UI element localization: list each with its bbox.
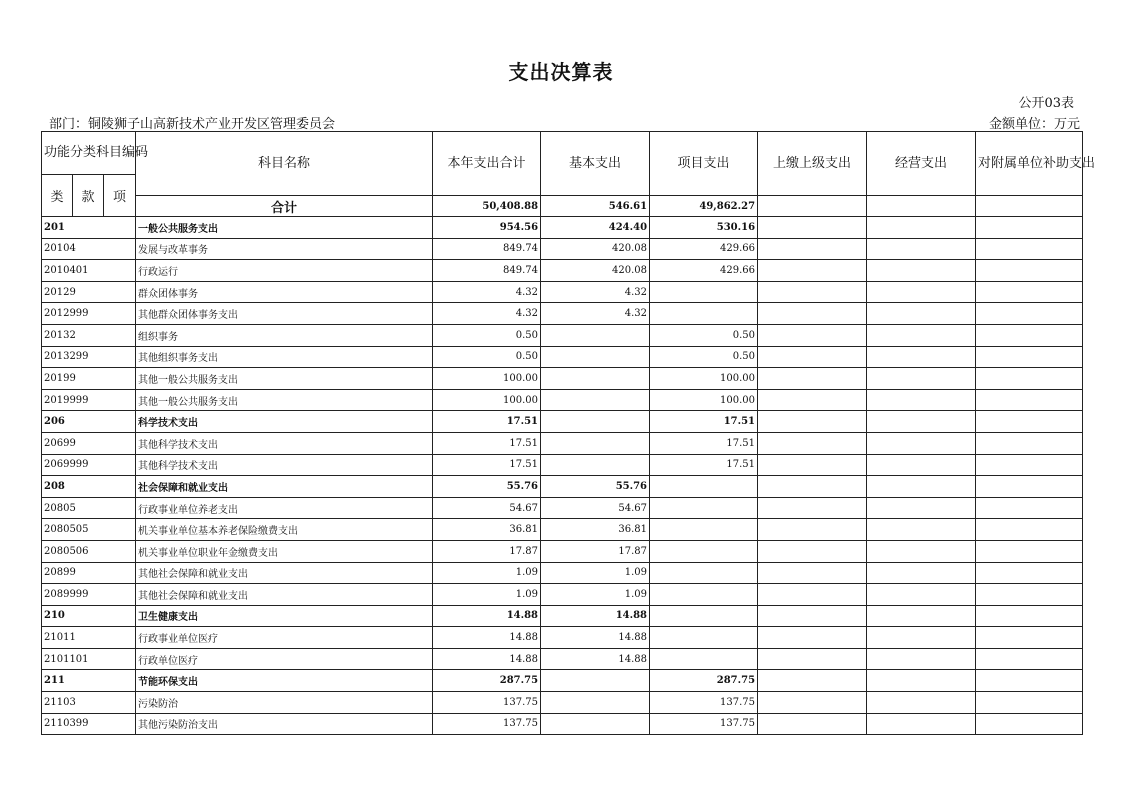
row-code: 2013299 xyxy=(42,346,136,368)
row-name: 行政事业单位养老支出 xyxy=(136,497,433,519)
row-business xyxy=(867,281,976,303)
table-row xyxy=(42,562,1083,584)
header-kuan: 款 xyxy=(73,175,104,217)
row-name: 污染防治 xyxy=(136,692,433,714)
row-project: 17.51 xyxy=(650,411,758,433)
row-business xyxy=(867,260,976,282)
row-business xyxy=(867,238,976,260)
row-superior xyxy=(758,324,867,346)
row-subsidy xyxy=(976,692,1083,714)
header-business: 经营支出 xyxy=(867,132,976,196)
row-basic: 1.09 xyxy=(541,584,650,606)
row-basic: 4.32 xyxy=(541,281,650,303)
row-superior xyxy=(758,562,867,584)
row-name: 群众团体事务 xyxy=(136,281,433,303)
row-name: 其他污染防治支出 xyxy=(136,713,433,735)
row-superior xyxy=(758,497,867,519)
row-subsidy xyxy=(976,411,1083,433)
row-basic: 420.08 xyxy=(541,260,650,282)
row-business xyxy=(867,454,976,476)
table-body xyxy=(42,217,1083,735)
row-code: 20129 xyxy=(42,281,136,303)
row-code: 210 xyxy=(42,605,136,627)
table-row xyxy=(42,260,1083,282)
row-business xyxy=(867,324,976,346)
row-superior xyxy=(758,260,867,282)
row-code: 2080506 xyxy=(42,540,136,562)
row-basic xyxy=(541,346,650,368)
row-name: 其他一般公共服务支出 xyxy=(136,389,433,411)
row-total: 954.56 xyxy=(433,217,541,239)
row-subsidy xyxy=(976,476,1083,498)
row-name: 机关事业单位基本养老保险缴费支出 xyxy=(136,519,433,541)
table-row xyxy=(42,605,1083,627)
row-superior xyxy=(758,648,867,670)
table-row xyxy=(42,627,1083,649)
table-row xyxy=(42,519,1083,541)
row-project xyxy=(650,519,758,541)
table-row xyxy=(42,670,1083,692)
row-subsidy xyxy=(976,562,1083,584)
row-name: 科学技术支出 xyxy=(136,411,433,433)
row-basic xyxy=(541,368,650,390)
row-project: 100.00 xyxy=(650,389,758,411)
row-name: 其他群众团体事务支出 xyxy=(136,303,433,325)
row-basic: 36.81 xyxy=(541,519,650,541)
row-basic xyxy=(541,324,650,346)
row-superior xyxy=(758,454,867,476)
expenditure-table xyxy=(41,131,1096,735)
row-business xyxy=(867,346,976,368)
table-row xyxy=(42,238,1083,260)
row-basic xyxy=(541,454,650,476)
row-business xyxy=(867,562,976,584)
page-title: 支出决算表 xyxy=(508,60,614,84)
row-project xyxy=(650,562,758,584)
row-code: 21103 xyxy=(42,692,136,714)
row-total: 17.87 xyxy=(433,540,541,562)
sum-superior xyxy=(758,196,867,217)
row-total: 1.09 xyxy=(433,562,541,584)
row-basic xyxy=(541,670,650,692)
row-subsidy xyxy=(976,368,1083,390)
row-code: 206 xyxy=(42,411,136,433)
row-subsidy xyxy=(976,584,1083,606)
row-project: 287.75 xyxy=(650,670,758,692)
row-business xyxy=(867,540,976,562)
row-name: 机关事业单位职业年金缴费支出 xyxy=(136,540,433,562)
table-row xyxy=(42,692,1083,714)
row-total: 100.00 xyxy=(433,389,541,411)
row-superior xyxy=(758,584,867,606)
header-subsidy: 对附属单位补助支出 xyxy=(976,132,1083,196)
row-subsidy xyxy=(976,303,1083,325)
row-subsidy xyxy=(976,217,1083,239)
row-name: 其他社会保障和就业支出 xyxy=(136,584,433,606)
row-business xyxy=(867,692,976,714)
row-total: 1.09 xyxy=(433,584,541,606)
row-project: 17.51 xyxy=(650,432,758,454)
sum-subsidy xyxy=(976,196,1083,217)
row-project: 429.66 xyxy=(650,260,758,282)
row-project: 429.66 xyxy=(650,238,758,260)
row-basic: 424.40 xyxy=(541,217,650,239)
row-subsidy xyxy=(976,670,1083,692)
row-business xyxy=(867,627,976,649)
row-basic xyxy=(541,411,650,433)
row-superior xyxy=(758,670,867,692)
row-superior xyxy=(758,217,867,239)
row-project: 0.50 xyxy=(650,324,758,346)
row-name: 发展与改革事务 xyxy=(136,238,433,260)
row-project: 137.75 xyxy=(650,692,758,714)
row-total: 14.88 xyxy=(433,648,541,670)
table-row xyxy=(42,389,1083,411)
row-business xyxy=(867,670,976,692)
table-row xyxy=(42,648,1083,670)
row-basic: 55.76 xyxy=(541,476,650,498)
header-xiang: 项 xyxy=(104,175,136,217)
row-subsidy xyxy=(976,260,1083,282)
row-name: 节能环保支出 xyxy=(136,670,433,692)
row-code: 2101101 xyxy=(42,648,136,670)
row-name: 其他社会保障和就业支出 xyxy=(136,562,433,584)
row-superior xyxy=(758,432,867,454)
row-total: 849.74 xyxy=(433,238,541,260)
row-superior xyxy=(758,238,867,260)
row-name: 一般公共服务支出 xyxy=(136,217,433,239)
row-superior xyxy=(758,281,867,303)
row-total: 17.51 xyxy=(433,432,541,454)
row-basic: 1.09 xyxy=(541,562,650,584)
unit-label: 金额单位：万元 xyxy=(988,117,1080,132)
table-row xyxy=(42,497,1083,519)
row-business xyxy=(867,476,976,498)
row-project: 100.00 xyxy=(650,368,758,390)
form-number: 公开03表 xyxy=(1018,96,1074,111)
row-code: 20199 xyxy=(42,368,136,390)
row-superior xyxy=(758,540,867,562)
row-total: 17.51 xyxy=(433,454,541,476)
row-business xyxy=(867,368,976,390)
row-business xyxy=(867,497,976,519)
row-subsidy xyxy=(976,713,1083,735)
table-row xyxy=(42,432,1083,454)
row-project: 17.51 xyxy=(650,454,758,476)
row-code: 2110399 xyxy=(42,713,136,735)
row-business xyxy=(867,411,976,433)
header-total: 本年支出合计 xyxy=(433,132,541,196)
row-project xyxy=(650,627,758,649)
row-total: 14.88 xyxy=(433,605,541,627)
row-project: 0.50 xyxy=(650,346,758,368)
row-name: 卫生健康支出 xyxy=(136,605,433,627)
row-total: 287.75 xyxy=(433,670,541,692)
sum-business xyxy=(867,196,976,217)
row-superior xyxy=(758,389,867,411)
row-code: 201 xyxy=(42,217,136,239)
row-name: 行政单位医疗 xyxy=(136,648,433,670)
row-business xyxy=(867,389,976,411)
row-code: 2080505 xyxy=(42,519,136,541)
row-subsidy xyxy=(976,238,1083,260)
row-project xyxy=(650,476,758,498)
row-basic xyxy=(541,432,650,454)
row-total: 849.74 xyxy=(433,260,541,282)
row-code: 2010401 xyxy=(42,260,136,282)
row-subsidy xyxy=(976,605,1083,627)
row-superior xyxy=(758,346,867,368)
sum-total: 50,408.88 xyxy=(433,196,541,217)
table-row xyxy=(42,540,1083,562)
table-row xyxy=(42,584,1083,606)
table-row xyxy=(42,454,1083,476)
row-total: 14.88 xyxy=(433,627,541,649)
row-subsidy xyxy=(976,540,1083,562)
row-name: 行政事业单位医疗 xyxy=(136,627,433,649)
table-row xyxy=(42,368,1083,390)
row-business xyxy=(867,432,976,454)
row-code: 20899 xyxy=(42,562,136,584)
row-superior xyxy=(758,519,867,541)
row-project xyxy=(650,605,758,627)
row-code: 20699 xyxy=(42,432,136,454)
row-code: 2069999 xyxy=(42,454,136,476)
row-superior xyxy=(758,605,867,627)
row-subsidy xyxy=(976,627,1083,649)
row-business xyxy=(867,713,976,735)
row-name: 其他科学技术支出 xyxy=(136,432,433,454)
row-name: 社会保障和就业支出 xyxy=(136,476,433,498)
row-total: 0.50 xyxy=(433,346,541,368)
header-basic: 基本支出 xyxy=(541,132,650,196)
row-code: 2012999 xyxy=(42,303,136,325)
row-name: 其他一般公共服务支出 xyxy=(136,368,433,390)
row-subsidy xyxy=(976,324,1083,346)
row-basic xyxy=(541,713,650,735)
row-name: 其他科学技术支出 xyxy=(136,454,433,476)
row-project xyxy=(650,497,758,519)
sum-project: 49,862.27 xyxy=(650,196,758,217)
row-total: 36.81 xyxy=(433,519,541,541)
row-superior xyxy=(758,627,867,649)
row-subsidy xyxy=(976,281,1083,303)
row-total: 17.51 xyxy=(433,411,541,433)
row-basic: 14.88 xyxy=(541,627,650,649)
row-basic xyxy=(541,389,650,411)
row-name: 组织事务 xyxy=(136,324,433,346)
row-project xyxy=(650,540,758,562)
header-name: 科目名称 xyxy=(136,132,433,196)
row-total: 137.75 xyxy=(433,713,541,735)
row-superior xyxy=(758,411,867,433)
row-total: 0.50 xyxy=(433,324,541,346)
row-subsidy xyxy=(976,454,1083,476)
header-lei: 类 xyxy=(42,175,73,217)
row-superior xyxy=(758,692,867,714)
header-project: 项目支出 xyxy=(650,132,758,196)
row-project xyxy=(650,281,758,303)
row-code: 20104 xyxy=(42,238,136,260)
row-business xyxy=(867,217,976,239)
row-basic: 17.87 xyxy=(541,540,650,562)
row-superior xyxy=(758,368,867,390)
row-business xyxy=(867,648,976,670)
table-row xyxy=(42,281,1083,303)
table-row xyxy=(42,713,1083,735)
row-subsidy xyxy=(976,648,1083,670)
row-basic: 54.67 xyxy=(541,497,650,519)
row-subsidy xyxy=(976,346,1083,368)
row-project xyxy=(650,648,758,670)
table-row xyxy=(42,411,1083,433)
table-row xyxy=(42,217,1083,239)
row-business xyxy=(867,605,976,627)
row-code: 21011 xyxy=(42,627,136,649)
row-code: 208 xyxy=(42,476,136,498)
table-row xyxy=(42,476,1083,498)
row-subsidy xyxy=(976,432,1083,454)
row-total: 137.75 xyxy=(433,692,541,714)
row-code: 211 xyxy=(42,670,136,692)
table-row xyxy=(42,324,1083,346)
row-total: 4.32 xyxy=(433,303,541,325)
sum-label: 合计 xyxy=(136,196,433,217)
row-superior xyxy=(758,476,867,498)
row-name: 其他组织事务支出 xyxy=(136,346,433,368)
row-total: 100.00 xyxy=(433,368,541,390)
header-code-group: 功能分类科目编码 xyxy=(42,132,136,175)
header-superior: 上缴上级支出 xyxy=(758,132,867,196)
row-business xyxy=(867,519,976,541)
department-label: 部门：铜陵狮子山高新技术产业开发区管理委员会 xyxy=(49,117,336,132)
row-basic xyxy=(541,692,650,714)
row-total: 54.67 xyxy=(433,497,541,519)
row-subsidy xyxy=(976,497,1083,519)
row-business xyxy=(867,303,976,325)
row-total: 55.76 xyxy=(433,476,541,498)
row-code: 20805 xyxy=(42,497,136,519)
row-superior xyxy=(758,303,867,325)
row-code: 2019999 xyxy=(42,389,136,411)
table-row xyxy=(42,346,1083,368)
row-project xyxy=(650,303,758,325)
row-project xyxy=(650,584,758,606)
row-project: 137.75 xyxy=(650,713,758,735)
row-basic: 14.88 xyxy=(541,605,650,627)
row-subsidy xyxy=(976,519,1083,541)
row-basic: 14.88 xyxy=(541,648,650,670)
row-name: 行政运行 xyxy=(136,260,433,282)
row-superior xyxy=(758,713,867,735)
row-total: 4.32 xyxy=(433,281,541,303)
row-subsidy xyxy=(976,389,1083,411)
row-code: 2089999 xyxy=(42,584,136,606)
sum-basic: 546.61 xyxy=(541,196,650,217)
row-project: 530.16 xyxy=(650,217,758,239)
row-basic: 420.08 xyxy=(541,238,650,260)
table-row xyxy=(42,303,1083,325)
row-business xyxy=(867,584,976,606)
row-basic: 4.32 xyxy=(541,303,650,325)
row-code: 20132 xyxy=(42,324,136,346)
